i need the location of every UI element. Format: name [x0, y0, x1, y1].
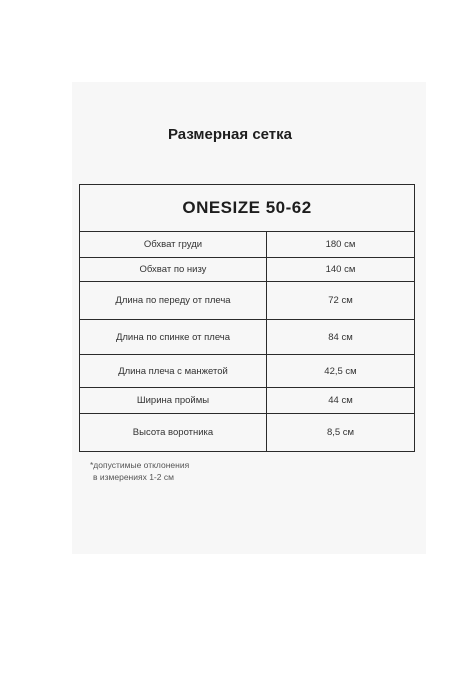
- table-row: [80, 232, 415, 258]
- table-row: [80, 258, 415, 282]
- table-row: [80, 320, 415, 355]
- row-value: 84 см: [267, 320, 415, 355]
- page-title: Размерная сетка: [167, 126, 293, 143]
- table-row: [80, 388, 415, 414]
- row-value: 44 см: [267, 388, 415, 414]
- row-value: 8,5 см: [267, 414, 415, 452]
- row-value: 72 см: [267, 282, 415, 320]
- row-value: 42,5 см: [267, 355, 415, 388]
- row-label: Обхват по низу: [80, 258, 267, 282]
- row-value: 140 см: [267, 258, 415, 282]
- note-line-1: *допустимые отклонения: [90, 460, 190, 470]
- size-table: [79, 184, 415, 452]
- row-label: Высота воротника: [80, 414, 267, 452]
- table-row: [80, 282, 415, 320]
- table-row: [80, 355, 415, 388]
- note-line-2: в измерениях 1-2 см: [93, 472, 174, 482]
- row-label: Длина плеча с манжетой: [80, 355, 267, 388]
- tolerance-note: [90, 459, 189, 483]
- row-label: Ширина проймы: [80, 388, 267, 414]
- table-header-row: [80, 185, 415, 232]
- row-label: Обхват груди: [80, 232, 267, 258]
- row-label: Длина по спинке от плеча: [80, 320, 267, 355]
- row-label: Длина по переду от плеча: [80, 282, 267, 320]
- row-value: 180 см: [267, 232, 415, 258]
- table-header: ONESIZE 50-62: [80, 185, 415, 232]
- table-row: [80, 414, 415, 452]
